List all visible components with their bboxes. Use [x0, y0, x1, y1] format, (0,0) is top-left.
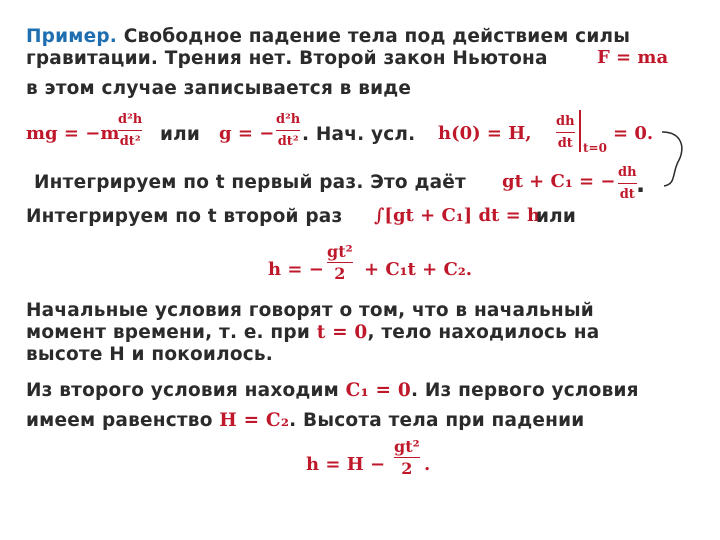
h-frac-den: 2	[334, 264, 346, 283]
para-1-t0: t = 0	[316, 322, 368, 343]
example-label: Пример.	[26, 26, 118, 47]
deriv-fraction	[556, 113, 575, 152]
or-word-1: или	[160, 124, 201, 145]
deriv-num: dh	[556, 114, 575, 129]
h-frac-bar	[327, 262, 353, 263]
final-left: h = H −	[306, 454, 386, 475]
integrate-2-text: Интегрируем по t второй раз	[26, 206, 343, 227]
initial-label: . Нач. усл.	[302, 124, 416, 145]
integrate-1-dot: .	[636, 170, 646, 198]
deriv-bar	[556, 132, 575, 133]
integrate-1-num: dh	[618, 165, 637, 180]
integrate-1-bar	[618, 183, 637, 184]
final-fraction	[394, 438, 420, 477]
para-2-text-c: имеем равенство	[26, 410, 213, 431]
h-frac-num: gt²	[327, 242, 353, 261]
para-2-text-b: . Из первого условия	[410, 380, 639, 401]
deriv-eq: = 0.	[613, 123, 654, 144]
intro-line-2	[26, 48, 548, 69]
eq1-left: mg = −m	[26, 123, 120, 144]
para-1-line-2	[26, 322, 599, 343]
h-fraction	[327, 243, 353, 282]
eval-bar	[579, 110, 581, 152]
final-dot: .	[424, 454, 431, 475]
eq1-frac-bar	[118, 130, 142, 131]
integrate-1-formula: gt + C₁ = −	[502, 171, 616, 192]
newton-formula: F = ma	[597, 47, 669, 68]
para-2-text-a: Из второго условия находим	[26, 380, 339, 401]
integrate-1-den: dt	[619, 187, 635, 202]
bracket-connector	[660, 128, 690, 190]
para-1-text-b: , тело находилось на	[367, 322, 600, 343]
intro-line-1	[26, 26, 630, 47]
eq2-frac-num: d²h	[276, 112, 301, 127]
eq2-left: g = −	[219, 123, 275, 144]
final-frac-num: gt²	[394, 437, 420, 456]
integrate-1-fraction	[618, 164, 637, 203]
integrate-1-text: Интегрируем по t первый раз. Это даёт	[34, 172, 466, 193]
integrate-2-formula: ∫[gt + C₁] dt = h	[374, 205, 541, 226]
para-2-hc2: H = C₂	[219, 410, 290, 431]
h-eq-right: + C₁t + C₂.	[364, 259, 472, 280]
h-eq-left: h = −	[268, 259, 324, 280]
para-2-text-d: . Высота тела при падении	[289, 410, 585, 431]
para-2-c1: C₁ = 0	[345, 380, 411, 401]
para-1-text-a: момент времени, т. е. при	[26, 322, 311, 343]
para-1-line-3: высоте H и покоилось.	[26, 344, 274, 365]
intro-line-3: в этом случае записывается в виде	[26, 78, 412, 99]
eq1-frac-den: dt²	[119, 134, 141, 149]
eq1-fraction	[118, 111, 142, 150]
deriv-sub: t=0	[583, 141, 607, 155]
para-1-line-1: Начальные условия говорят о том, что в начальный	[26, 300, 594, 321]
eq2-frac-den: dt²	[277, 134, 299, 149]
eq1-frac-num: d²h	[118, 112, 143, 127]
eq2-fraction	[276, 111, 300, 150]
integrate-2-or: или	[536, 206, 577, 227]
eq2-frac-bar	[276, 130, 300, 131]
initial-condition: h(0) = H,	[438, 123, 532, 144]
final-frac-den: 2	[401, 459, 413, 478]
para-2-line-1	[26, 380, 639, 401]
intro-text-1: Свободное падение тела под действием силы	[123, 26, 631, 47]
deriv-den: dt	[557, 136, 573, 151]
intro-text-2: гравитации. Трения нет. Второй закон Ньютона	[26, 48, 548, 69]
final-frac-bar	[394, 457, 420, 458]
para-2-line-2	[26, 410, 584, 431]
